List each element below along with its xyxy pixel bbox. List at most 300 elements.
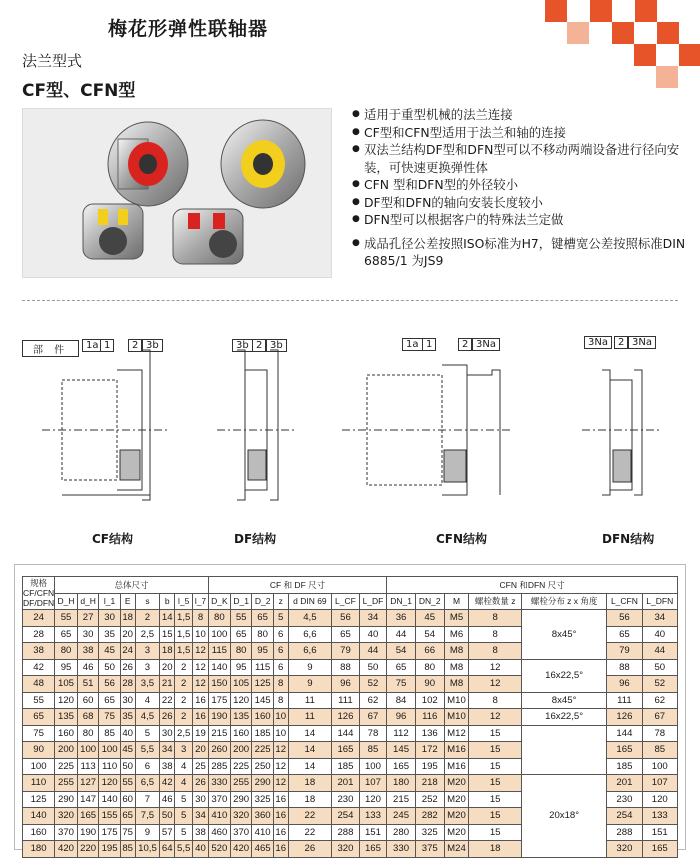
column-header: d DIN 69 (288, 593, 332, 610)
table-cell: 14 (160, 610, 175, 627)
table-cell: 2 (175, 659, 193, 676)
table-cell: 10,5 (135, 841, 160, 858)
table-cell: 65 (120, 808, 135, 825)
bolt-pattern-cell: 8x45° (521, 692, 606, 709)
table-cell: 165 (332, 742, 360, 759)
table-row (23, 775, 678, 792)
table-cell: 225 (252, 742, 273, 759)
table-cell: 15 (469, 758, 522, 775)
table-cell: 35 (120, 709, 135, 726)
table-cell: 160 (252, 709, 273, 726)
feature-item: ● CFN 型和DFN型的外径较小 (352, 176, 692, 194)
table-cell: 95 (55, 659, 78, 676)
table-cell: 55 (55, 610, 78, 627)
table-cell: 225 (55, 758, 78, 775)
column-header: D_2 (252, 593, 273, 610)
table-cell: 75 (23, 725, 55, 742)
table-cell: 56 (607, 610, 642, 627)
bolt-pattern-cell: 16x22,5° (521, 659, 606, 692)
table-cell: 254 (607, 808, 642, 825)
table-cell: 465 (252, 841, 273, 858)
table-cell: 65 (55, 626, 78, 643)
table-cell: 67 (359, 709, 387, 726)
table-cell: 40 (359, 626, 387, 643)
table-cell: 26 (120, 659, 135, 676)
table-cell: 45 (415, 610, 444, 627)
table-cell: 200 (230, 742, 251, 759)
table-cell: 3 (135, 643, 160, 660)
table-cell: 55 (230, 610, 251, 627)
decor-square (590, 0, 612, 22)
table-cell: 20 (120, 626, 135, 643)
feature-item: ● 适用于重型机械的法兰连接 (352, 106, 692, 124)
table-cell: 24 (120, 643, 135, 660)
column-header: 螺栓数量 z (469, 593, 522, 610)
table-cell: 6 (273, 643, 288, 660)
table-cell: 245 (387, 808, 416, 825)
table-cell: 30 (120, 692, 135, 709)
table-cell: 126 (332, 709, 360, 726)
table-cell: 54 (415, 626, 444, 643)
table-cell: 16 (273, 824, 288, 841)
table-cell: 44 (387, 626, 416, 643)
table-cell: 155 (99, 808, 120, 825)
table-cell: 260 (208, 742, 230, 759)
table-cell: 15 (160, 626, 175, 643)
table-cell: 16 (273, 791, 288, 808)
table-cell: 45 (120, 742, 135, 759)
table-cell: 38 (160, 758, 175, 775)
table-cell: 100 (208, 626, 230, 643)
table-cell: 120 (642, 791, 677, 808)
table-cell: 16 (193, 692, 209, 709)
table-cell: M16 (444, 758, 469, 775)
table-cell: 175 (208, 692, 230, 709)
table-cell: 165 (359, 841, 387, 858)
table-cell: 75 (387, 676, 416, 693)
table-cell: 195 (415, 758, 444, 775)
table-cell: 144 (332, 725, 360, 742)
table-cell: 85 (99, 725, 120, 742)
decor-square (634, 44, 656, 66)
table-cell: 288 (607, 824, 642, 841)
table-cell: 8 (469, 643, 522, 660)
table-cell: 145 (252, 692, 273, 709)
table-cell: 150 (208, 676, 230, 693)
table-cell: 140 (99, 791, 120, 808)
part-tag: 2 (458, 338, 472, 351)
table-cell: 27 (77, 610, 98, 627)
table-cell: 85 (642, 742, 677, 759)
table-cell: 125 (252, 676, 273, 693)
table-cell: 9 (135, 824, 160, 841)
table-cell: 80 (252, 626, 273, 643)
table-cell: 35 (99, 626, 120, 643)
table-cell: 38 (77, 643, 98, 660)
table-cell: 230 (332, 791, 360, 808)
part-tag: 2 (128, 339, 142, 352)
table-cell: 100 (99, 742, 120, 759)
header-group-cfn: CFN 和DFN 尺寸 (387, 577, 678, 594)
table-cell: 96 (387, 709, 416, 726)
table-cell: M6 (444, 626, 469, 643)
table-cell: 325 (415, 824, 444, 841)
table-cell: 375 (415, 841, 444, 858)
table-cell: 225 (230, 758, 251, 775)
table-cell: 5 (175, 791, 193, 808)
table-cell: 160 (55, 725, 78, 742)
table-cell: 125 (23, 791, 55, 808)
column-header: d_H (77, 593, 98, 610)
header-columns (23, 593, 678, 610)
table-cell: 8 (469, 610, 522, 627)
table-cell: 80 (55, 643, 78, 660)
table-cell: 6 (135, 758, 160, 775)
table-cell: 410 (208, 808, 230, 825)
table-cell: 2,5 (135, 626, 160, 643)
column-header: z (273, 593, 288, 610)
table-cell: 14 (288, 758, 332, 775)
table-cell: 195 (99, 841, 120, 858)
table-cell: 133 (359, 808, 387, 825)
table-cell: 110 (99, 758, 120, 775)
table-cell: 520 (208, 841, 230, 858)
column-header: 螺栓分布 z x 角度 (521, 593, 606, 610)
table-cell: 14 (288, 742, 332, 759)
table-cell: 56 (99, 676, 120, 693)
table-cell: 85 (359, 742, 387, 759)
table-cell: 78 (642, 725, 677, 742)
table-cell: 136 (415, 725, 444, 742)
table-cell: 88 (332, 659, 360, 676)
table-cell: 46 (160, 791, 175, 808)
table-cell: 51 (77, 676, 98, 693)
table-cell: 410 (252, 824, 273, 841)
table-cell: 18 (288, 791, 332, 808)
feature-item: ● DFN型可以根据客户的特殊法兰定做 (352, 211, 692, 229)
table-cell: 10 (193, 626, 209, 643)
part-tag: 1a (82, 339, 103, 352)
decor-square (545, 0, 567, 22)
header-group-main: 总体尺寸 (55, 577, 209, 594)
table-cell: 140 (208, 659, 230, 676)
table-cell: 1,5 (175, 610, 193, 627)
table-cell: 30 (160, 725, 175, 742)
table-cell: 44 (359, 643, 387, 660)
table-row (23, 709, 678, 726)
table-cell: 105 (230, 676, 251, 693)
table-cell: 4 (175, 775, 193, 792)
table-cell: 165 (642, 841, 677, 858)
table-cell: M8 (444, 676, 469, 693)
table-cell: M24 (444, 841, 469, 858)
table-cell: 5 (273, 610, 288, 627)
table-cell: 280 (387, 824, 416, 841)
table-cell: 55 (23, 692, 55, 709)
table-cell: 15 (469, 808, 522, 825)
table-cell: 21 (160, 676, 175, 693)
bolt-pattern-cell (521, 725, 606, 775)
table-cell: 12 (193, 659, 209, 676)
table-cell: 230 (607, 791, 642, 808)
table-cell: 80 (208, 610, 230, 627)
table-cell: 50 (120, 758, 135, 775)
table-cell: 62 (642, 692, 677, 709)
table-cell: 56 (332, 610, 360, 627)
table-cell: 28 (120, 676, 135, 693)
table-cell: 370 (55, 824, 78, 841)
table-cell: 34 (160, 742, 175, 759)
column-header: s (135, 593, 160, 610)
table-cell: 160 (230, 725, 251, 742)
table-cell: 96 (607, 676, 642, 693)
table-cell: 218 (415, 775, 444, 792)
table-cell: 115 (208, 643, 230, 660)
table-cell: 11 (288, 692, 332, 709)
table-cell: 15 (469, 824, 522, 841)
table-cell: 252 (415, 791, 444, 808)
table-cell: 5,5 (135, 742, 160, 759)
table-cell: 18 (469, 841, 522, 858)
feature-item: ● 双法兰结构DF型和DFN型可以不移动两端设备进行径向安装，可快速更换弹性体 (352, 141, 692, 176)
column-header: l_5 (175, 593, 193, 610)
table-cell: 22 (288, 808, 332, 825)
table-cell: 320 (607, 841, 642, 858)
page-title: 梅花形弹性联轴器 (108, 18, 269, 40)
table-cell: 10 (273, 725, 288, 742)
table-cell: 12 (273, 742, 288, 759)
table-cell: 66 (415, 643, 444, 660)
table-cell: 4,5 (288, 610, 332, 627)
table-cell: 42 (23, 659, 55, 676)
table-cell: 75 (99, 709, 120, 726)
table-cell: 2 (175, 676, 193, 693)
table-cell: 52 (642, 676, 677, 693)
table-cell: 46 (77, 659, 98, 676)
table-cell: 110 (23, 775, 55, 792)
table-cell: 2 (135, 610, 160, 627)
table-cell: 60 (77, 692, 98, 709)
table-cell: 126 (607, 709, 642, 726)
table-cell: 68 (77, 709, 98, 726)
table-cell: 26 (160, 709, 175, 726)
table-cell: 4,5 (135, 709, 160, 726)
column-header: L_CF (332, 593, 360, 610)
decor-square (679, 44, 700, 66)
table-cell: 135 (230, 709, 251, 726)
table-cell: 79 (332, 643, 360, 660)
header-group-cf: CF 和 DF 尺寸 (208, 577, 386, 594)
table-cell: 290 (230, 791, 251, 808)
table-cell: 50 (160, 808, 175, 825)
table-cell: 65 (252, 610, 273, 627)
table-cell: 360 (252, 808, 273, 825)
table-cell: 10 (273, 709, 288, 726)
table-row (23, 610, 678, 627)
column-header: L_CFN (607, 593, 642, 610)
table-cell: 8 (193, 610, 209, 627)
table-cell: 28 (23, 626, 55, 643)
page-subtitle: 法兰型式 (22, 52, 83, 70)
section-divider (22, 300, 678, 301)
technical-drawing (22, 330, 682, 520)
table-cell: 107 (642, 775, 677, 792)
table-cell: 50 (642, 659, 677, 676)
column-header: l_1 (99, 593, 120, 610)
table-cell: 54 (387, 643, 416, 660)
header-spec: 规格 CF/CFN DF/DFN (23, 578, 55, 608)
caption-df: DF结构 (234, 532, 277, 546)
table-cell: 25 (193, 758, 209, 775)
table-cell: 79 (607, 643, 642, 660)
table-cell: 111 (607, 692, 642, 709)
table-cell: 201 (332, 775, 360, 792)
table-cell: 9 (288, 659, 332, 676)
table-cell: 330 (387, 841, 416, 858)
table-cell: 15 (469, 725, 522, 742)
table-cell: 45 (99, 643, 120, 660)
spec-table (22, 576, 678, 858)
table-cell: M16 (444, 742, 469, 759)
table-cell: 255 (55, 775, 78, 792)
table-cell: 120 (230, 692, 251, 709)
table-cell: 90 (23, 742, 55, 759)
decor-square (657, 22, 679, 44)
table-cell: 1,5 (175, 626, 193, 643)
table-cell: 12 (469, 659, 522, 676)
table-cell: 420 (55, 841, 78, 858)
table-cell: 65 (332, 626, 360, 643)
table-cell: 12 (273, 758, 288, 775)
table-cell: 90 (415, 676, 444, 693)
table-cell: 84 (387, 692, 416, 709)
table-cell: 12 (469, 676, 522, 693)
caption-dfn: DFN结构 (602, 532, 655, 546)
table-cell: 250 (252, 758, 273, 775)
table-cell: 67 (642, 709, 677, 726)
table-cell: 165 (607, 742, 642, 759)
table-cell: 80 (230, 643, 251, 660)
table-cell: 120 (55, 692, 78, 709)
table-cell: 215 (208, 725, 230, 742)
table-cell: 200 (55, 742, 78, 759)
table-cell: 172 (415, 742, 444, 759)
part-tag: 3Na (472, 338, 500, 351)
table-cell: 19 (193, 725, 209, 742)
bolt-pattern-cell: 16x22,5° (521, 709, 606, 726)
table-cell: 62 (359, 692, 387, 709)
table-cell: 26 (193, 775, 209, 792)
table-cell: 8 (469, 692, 522, 709)
table-cell: 12 (193, 676, 209, 693)
table-cell: 38 (193, 824, 209, 841)
table-cell: 8 (273, 692, 288, 709)
table-cell: 12 (193, 643, 209, 660)
table-cell: 2 (175, 709, 193, 726)
table-cell: 254 (332, 808, 360, 825)
table-cell: 96 (332, 676, 360, 693)
table-cell: 50 (359, 659, 387, 676)
table-cell: 3,5 (135, 676, 160, 693)
part-tag: 3b (232, 339, 253, 352)
table-cell: 15 (469, 742, 522, 759)
model-heading: CF型、CFN型 (22, 81, 136, 101)
table-cell: M8 (444, 643, 469, 660)
part-tag: 3b (142, 339, 163, 352)
table-cell: 185 (332, 758, 360, 775)
table-cell: 320 (55, 808, 78, 825)
table-cell: 6,6 (288, 643, 332, 660)
table-cell: 6 (273, 659, 288, 676)
table-cell: 190 (77, 824, 98, 841)
table-row (23, 659, 678, 676)
table-cell: 15 (469, 791, 522, 808)
table-cell: 9 (288, 676, 332, 693)
table-cell: 30 (77, 626, 98, 643)
table-cell: 111 (332, 692, 360, 709)
table-cell: 165 (77, 808, 98, 825)
table-cell: 80 (77, 725, 98, 742)
table-cell: 113 (77, 758, 98, 775)
table-cell: 75 (120, 824, 135, 841)
decor-square (612, 22, 634, 44)
table-cell: 185 (252, 725, 273, 742)
table-cell: 88 (607, 659, 642, 676)
part-tag: 2 (252, 339, 266, 352)
table-cell: 12 (469, 709, 522, 726)
table-cell: 288 (332, 824, 360, 841)
table-cell: M10 (444, 692, 469, 709)
table-cell: 320 (332, 841, 360, 858)
table-cell: 151 (359, 824, 387, 841)
part-tag: 1a (402, 338, 423, 351)
feature-item: ● DF型和DFN的轴向安装长度较小 (352, 194, 692, 212)
table-cell: 100 (23, 758, 55, 775)
table-cell: 4 (135, 692, 160, 709)
part-tag: 2 (614, 336, 628, 349)
table-cell: 165 (387, 758, 416, 775)
table-cell: 140 (23, 808, 55, 825)
table-cell: 5 (135, 725, 160, 742)
table-cell: 100 (642, 758, 677, 775)
feature-item: ● 成品孔径公差按照ISO标准为H7，键槽宽公差按照标准DIN 6885/1 为JS9 (352, 235, 692, 270)
table-cell: 65 (99, 692, 120, 709)
table-cell: 5 (175, 824, 193, 841)
table-cell: 8 (273, 676, 288, 693)
table-body (23, 610, 678, 858)
table-cell: 7 (135, 791, 160, 808)
table-cell: 30 (99, 610, 120, 627)
table-cell: 18 (288, 775, 332, 792)
table-cell: 78 (359, 725, 387, 742)
table-cell: M20 (444, 808, 469, 825)
table-cell: 144 (607, 725, 642, 742)
table-cell: 180 (387, 775, 416, 792)
table-cell: 100 (77, 742, 98, 759)
table-cell: 285 (208, 758, 230, 775)
table-cell: 11 (288, 709, 332, 726)
table-cell: 120 (359, 791, 387, 808)
table-cell: 127 (77, 775, 98, 792)
table-cell: 370 (208, 791, 230, 808)
table-row (23, 725, 678, 742)
table-cell: M8 (444, 659, 469, 676)
table-cell: 7,5 (135, 808, 160, 825)
table-cell: 22 (160, 692, 175, 709)
table-cell: 20 (160, 659, 175, 676)
table-cell: 8 (469, 626, 522, 643)
table-cell: 320 (230, 808, 251, 825)
